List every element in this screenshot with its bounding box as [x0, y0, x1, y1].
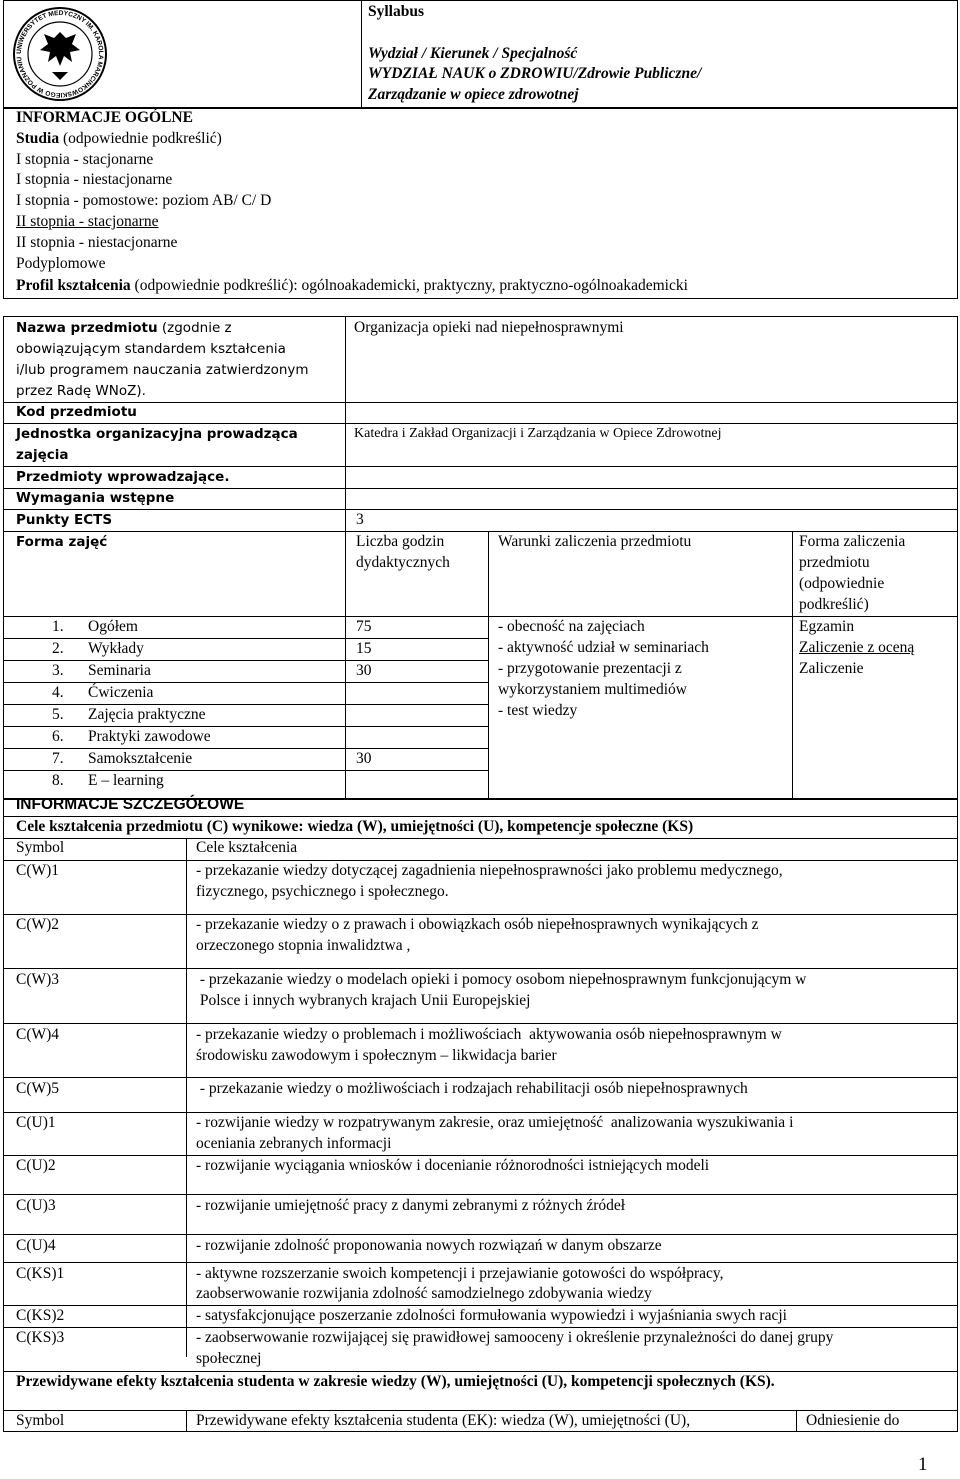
- goal-symbol: C(W)3: [16, 971, 60, 988]
- detailed-info-heading: INFORMACJE SZCZEGÓŁOWE: [16, 796, 245, 813]
- goals-heading: Cele kształcenia przedmiotu (C) wynikowe: wiedza (W), umiejętności (U), kompetencje społeczne (KS): [16, 818, 694, 835]
- goal-symbol: C(KS)3: [16, 1329, 65, 1346]
- form-label: Forma zajęć: [16, 534, 108, 550]
- form-row-divider: [3, 682, 488, 683]
- form-row-divider: [3, 726, 488, 727]
- goal-row-divider: [3, 1194, 958, 1195]
- faculty-line-2: Zarządzanie w opiece zdrowotnej: [368, 86, 579, 103]
- page-number: 1: [918, 1454, 928, 1475]
- conditions-col-divider: [488, 531, 489, 799]
- form-row-name: Praktyki zawodowe: [88, 728, 211, 745]
- goal-text: - aktywne rozszerzanie swoich kompetencji i przejawianie gotowości do współpracy,: [196, 1265, 724, 1282]
- goals-symbol-header: Symbol: [16, 839, 65, 856]
- goal-symbol: C(U)1: [16, 1114, 56, 1131]
- ects-value: 3: [356, 511, 364, 528]
- outcomes-heading: Przewidywane efekty kształcenia studenta w zakresie wiedzy (W), umiejętności (U), kompetencji społecznych (KS).: [16, 1373, 775, 1390]
- form-row-num: 2.: [52, 640, 64, 657]
- intro-courses-label: Przedmioty wprowadzające.: [16, 469, 230, 485]
- form-row-num: 3.: [52, 662, 64, 679]
- goals-text-header: Cele kształcenia: [196, 839, 298, 856]
- credit-form-label-line: (odpowiednie: [799, 575, 885, 592]
- credit-col-divider: [792, 531, 793, 799]
- goal-text: środowisku zawodowym i społecznym – likwidacja barier: [196, 1047, 557, 1064]
- unit-value: Katedra i Zakład Organizacji i Zarządzania w Opiece Zdrowotnej: [354, 426, 722, 441]
- form-row-name: Ćwiczenia: [88, 684, 154, 701]
- form-row-divider: [3, 770, 488, 771]
- form-row-name: Wykłady: [88, 640, 144, 657]
- goal-text: Polsce i innych wybranych krajach Unii Europejskiej: [196, 992, 531, 1009]
- form-row-num: 7.: [52, 750, 64, 767]
- goal-text: - przekazanie wiedzy o problemach i możliwościach aktywowania osób niepełnosprawnym w: [196, 1026, 782, 1043]
- form-row-divider: [3, 660, 488, 661]
- hours-label-line: dydaktycznych: [356, 554, 450, 571]
- form-row-hours: 15: [356, 640, 372, 657]
- form-row-name: Samokształcenie: [88, 750, 193, 767]
- outcomes-text-header: Przewidywane efekty kształcenia studenta (EK): wiedza (W), umiejętności (U),: [196, 1412, 691, 1429]
- studies-label-bold: Studia: [16, 130, 60, 147]
- form-row-hours: 30: [356, 750, 372, 767]
- outcomes-symbol-header: Symbol: [16, 1412, 65, 1429]
- course-name-label-line: obowiązującym standardem kształcenia: [16, 341, 286, 357]
- goal-symbol: C(U)3: [16, 1197, 56, 1214]
- ects-label: Punkty ECTS: [16, 512, 113, 528]
- goal-text: - przekazanie wiedzy o z prawach i obowiązkach osób niepełnosprawnych wynikających z: [196, 916, 759, 933]
- course-name-label-line: i/lub programem nauczania zatwierdzonym: [16, 362, 309, 378]
- outcomes-ref-divider: [796, 1410, 797, 1432]
- hours-label: Liczba godzin: [356, 533, 445, 550]
- goal-text: oceniania zebranych informacji: [196, 1135, 392, 1152]
- studies-label-rest: (odpowiednie podkreślić): [59, 130, 222, 147]
- header-divider: [361, 0, 362, 108]
- goal-text: fizycznego, psychicznego i społecznego.: [196, 883, 449, 900]
- study-option: II stopnia - niestacjonarne: [16, 234, 178, 251]
- profile-label-rest: (odpowiednie podkreślić): ogólnoakademicki, praktyczny, praktyczno-ogólnoakademicki: [130, 277, 688, 294]
- goal-text: orzeczonego stopnia inwalidztwa ,: [196, 937, 411, 954]
- form-row-num: 6.: [52, 728, 64, 745]
- study-option-selected: II stopnia - stacjonarne: [16, 213, 159, 230]
- goal-row-divider: [3, 1077, 958, 1078]
- study-option: I stopnia - pomostowe: poziom AB/ C/ D: [16, 192, 272, 209]
- form-row-num: 4.: [52, 684, 64, 701]
- conditions-label: Warunki zaliczenia przedmiotu: [498, 533, 692, 550]
- form-row-divider: [3, 704, 488, 705]
- goal-row-divider: [3, 968, 958, 969]
- goal-text: społecznej: [196, 1350, 262, 1367]
- goal-text: - przekazanie wiedzy o modelach opieki i pomocy osobom niepełnosprawnym funkcjonującym w: [196, 971, 807, 988]
- form-row-divider: [3, 748, 488, 749]
- course-name-label-rest: (zgodnie z: [157, 320, 232, 336]
- credit-form-label-line: przedmiotu: [799, 554, 870, 571]
- form-row-name: Ogółem: [88, 618, 138, 635]
- course-name-label: [16, 318, 232, 339]
- university-logo: [12, 6, 108, 102]
- course-name-label-bold: Nazwa przedmiotu: [16, 320, 158, 336]
- condition-item: wykorzystaniem multimediów: [498, 681, 687, 698]
- goal-symbol: C(KS)1: [16, 1265, 65, 1282]
- study-option: Podyplomowe: [16, 255, 106, 272]
- general-info-heading: INFORMACJE OGÓLNE: [16, 109, 193, 126]
- goal-text: - rozwijanie umiejętność pracy z danymi zebranymi z różnych źródeł: [196, 1197, 626, 1214]
- credit-option: Egzamin: [799, 618, 855, 635]
- goals-col-divider: [186, 838, 187, 1357]
- unit-label: Jednostka organizacyjna prowadząca: [16, 426, 298, 442]
- goal-symbol: C(W)4: [16, 1026, 60, 1043]
- credit-option-selected: Zaliczenie z oceną: [799, 639, 915, 656]
- form-row-name: E – learning: [88, 772, 164, 789]
- logo-text: UNIWERSYTET MEDYCZNY IM. KAROLA MARCINKOWSKIEGO W POZNANIU: [15, 9, 105, 99]
- profile-label-bold: Profil kształcenia: [16, 277, 131, 294]
- condition-item: - przygotowanie prezentacji z: [498, 660, 682, 677]
- prerequisites-label: Wymagania wstępne: [16, 490, 175, 506]
- document-title: Syllabus: [368, 3, 425, 20]
- faculty-label: Wydział / Kierunek / Specjalność: [368, 45, 578, 62]
- form-row-name: Zajęcia praktyczne: [88, 706, 206, 723]
- goal-text: - rozwijanie wiedzy w rozpatrywanym zakresie, oraz umiejętność analizowania wyszukiwania i: [196, 1114, 794, 1131]
- credit-form-label: Forma zaliczenia: [799, 533, 906, 550]
- goal-text: - rozwijanie zdolność proponowania nowych rozwiązań w danym obszarze: [196, 1237, 662, 1254]
- condition-item: - test wiedzy: [498, 702, 578, 719]
- goal-text: - przekazanie wiedzy dotyczącej zagadnienia niepełnosprawności jako problemu medycznego,: [196, 862, 783, 879]
- goal-row-divider: [3, 1262, 958, 1263]
- row-divider: [3, 838, 958, 839]
- outcomes-col-divider: [186, 1410, 187, 1432]
- outcomes-reference-header: Odniesienie do: [806, 1412, 900, 1429]
- goal-symbol: C(W)5: [16, 1080, 60, 1097]
- credit-option: Zaliczenie: [799, 660, 864, 677]
- form-row-num: 8.: [52, 772, 64, 789]
- goal-symbol: C(KS)2: [16, 1307, 65, 1324]
- goal-symbol: C(U)2: [16, 1157, 56, 1174]
- form-row-hours: 30: [356, 662, 372, 679]
- profile-line: [16, 276, 688, 297]
- goal-row-divider: [3, 1023, 958, 1024]
- unit-label-line: zajęcia: [16, 447, 69, 463]
- condition-item: - obecność na zajęciach: [498, 618, 645, 635]
- form-row-num: 1.: [52, 618, 64, 635]
- row-divider: [3, 509, 958, 510]
- goal-text: - satysfakcjonujące poszerzanie zdolności formułowania wypowiedzi i wyjaśniania swych racji: [196, 1307, 787, 1324]
- goal-text: - przekazanie wiedzy o możliwościach i rodzajach rehabilitacji osób niepełnosprawnych: [196, 1080, 748, 1097]
- course-code-label: Kod przedmiotu: [16, 404, 137, 420]
- course-name-value: Organizacja opieki nad niepełnosprawnymi: [354, 319, 624, 336]
- form-row-name: Seminaria: [88, 662, 151, 679]
- goal-text: - rozwijanie wyciągania wniosków i docenianie różnorodności istniejących modeli: [196, 1157, 710, 1174]
- goal-row-divider: [3, 1234, 958, 1235]
- studies-label: [16, 129, 222, 150]
- faculty-line-1: WYDZIAŁ NAUK o ZDROWIU/Zdrowie Publiczne/: [368, 65, 702, 82]
- credit-form-label-line: podkreślić): [799, 596, 869, 613]
- form-row-divider: [3, 638, 488, 639]
- study-option: I stopnia - niestacjonarne: [16, 171, 173, 188]
- goal-text: zaobserwowanie rozwijania zdolność samodzielnego zdobywania wiedzy: [196, 1285, 652, 1302]
- course-name-label-line: przez Radę WNoZ).: [16, 383, 146, 399]
- condition-item: - aktywność udział w seminariach: [498, 639, 709, 656]
- goal-symbol: C(U)4: [16, 1237, 56, 1254]
- goal-symbol: C(W)2: [16, 916, 60, 933]
- study-option: I stopnia - stacjonarne: [16, 151, 154, 168]
- row-divider: [3, 402, 958, 403]
- goal-symbol: C(W)1: [16, 862, 60, 879]
- form-row-hours: 75: [356, 618, 372, 635]
- form-row-num: 5.: [52, 706, 64, 723]
- goal-text: - zaobserwowanie rozwijającej się prawidłowej samooceny i określenie przynależności do danej grupy: [196, 1329, 834, 1346]
